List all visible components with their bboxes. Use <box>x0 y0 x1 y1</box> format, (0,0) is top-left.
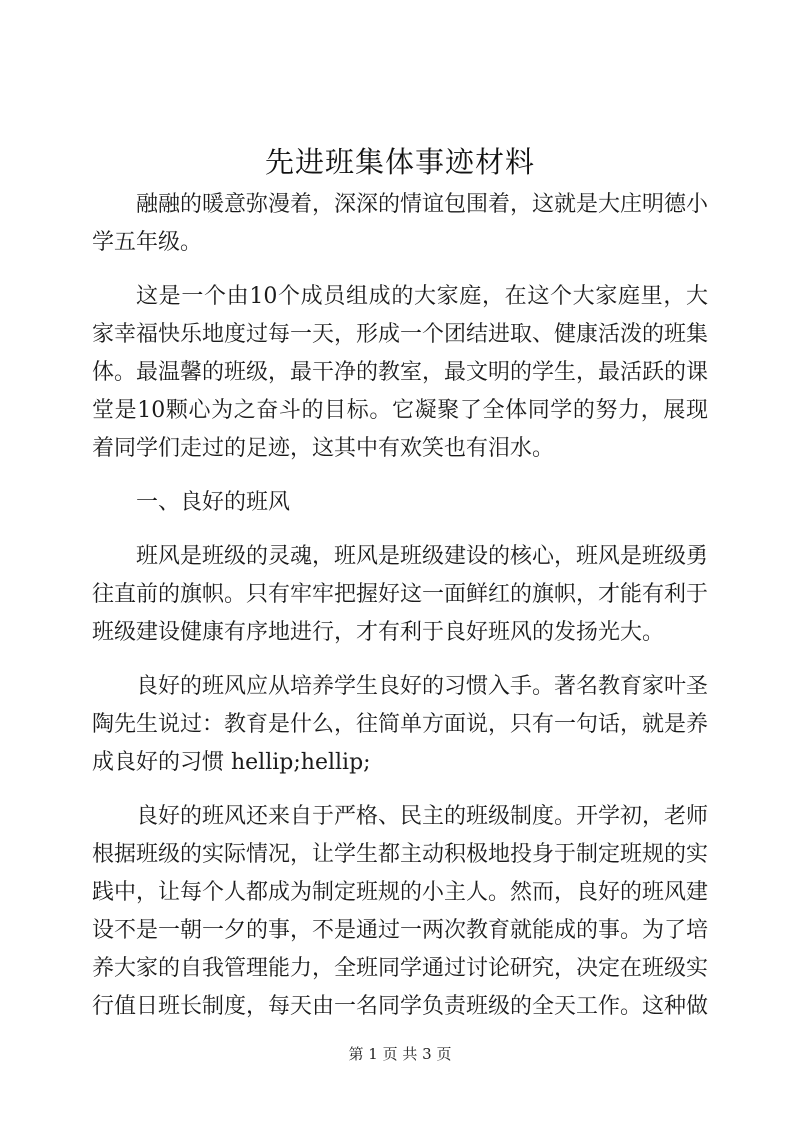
paragraph-class-rules: 良好的班风还来自于严格、民主的班级制度。开学初，老师根据班级的实际情况，让学生都主动积极地投身于制定班规的实践中，让每个人都成为制定班规的小主人。然而，良好的班风建设不是一朝一夕的事，不是通过一两次教育就能成的事。为了培养大家的自我管理能力，全班同学通过讨论研究，决定在班级实行值日班长制度，每天由一名同学负责班级的全天工作。这种做 <box>92 804 709 1019</box>
paragraph-class-style-soul: 班风是班级的灵魂，班风是班级建设的核心，班风是班级勇往直前的旗帜。只有牢牢把握好这一面鲜红的旗帜，才能有利于班级建设健康有序地进行，才有利于良好班风的发扬光大。 <box>92 544 709 645</box>
page-number-footer: 第 1 页 共 3 页 <box>348 1045 452 1063</box>
section-heading-class-style: 一、良好的班风 <box>136 490 291 515</box>
document-body <box>92 186 708 1042</box>
paragraph-intro: 融融的暖意弥漫着，深深的情谊包围着，这就是大庄明德小学五年级。 <box>92 192 709 255</box>
document-title: 先进班集体事迹材料 <box>264 145 535 179</box>
paragraph-class-family: 这是一个由10个成员组成的大家庭，在这个大家庭里，大家幸福快乐地度过每一天，形成一个团结进取、健康活泼的班集体。最温馨的班级，最干净的教室，最文明的学生，最活跃的课堂是10颗心为之奋斗的目标。它凝聚了全体同学的努力，展现着同学们走过的足迹，这其中有欢笑也有泪水。 <box>92 284 709 461</box>
paragraph-good-habits: 良好的班风应从培养学生良好的习惯入手。著名教育家叶圣陶先生说过：教育是什么，往简单方面说，只有一句话，就是养成良好的习惯 hellip;hellip; <box>92 674 709 775</box>
